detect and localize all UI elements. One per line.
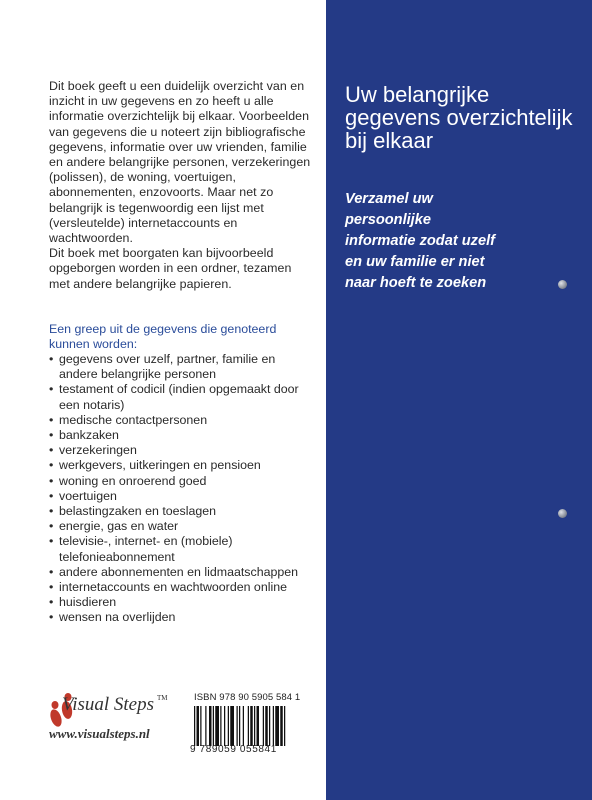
list-item: • televisie-, internet- en (mobiele) telefonieabonnement bbox=[49, 534, 311, 564]
list-item: • andere abonnementen en lidmaatschappen bbox=[49, 565, 311, 580]
barcode-bar bbox=[205, 706, 206, 746]
list-item: • testament of codicil (indien opgemaakt door een notaris) bbox=[49, 382, 311, 412]
list-item: • wensen na overlijden bbox=[49, 610, 311, 625]
barcode-bar bbox=[275, 706, 279, 746]
list-item: • gegevens over uzelf, partner, familie en andere belangrijke personen bbox=[49, 352, 311, 382]
barcode-bar bbox=[280, 706, 283, 746]
binder-hole-top bbox=[558, 280, 567, 289]
barcode-bar bbox=[257, 706, 260, 746]
list-item: • werkgevers, uitkeringen en pensioen bbox=[49, 458, 311, 473]
barcode-bar bbox=[248, 706, 249, 746]
intro-paragraph-2: Dit boek met boorgaten kan bijvoorbeeld opgeborgen worden in een ordner, tezamen met andere belangrijke papieren. bbox=[49, 246, 292, 291]
barcode-bar bbox=[265, 706, 268, 746]
list-item: • voertuigen bbox=[49, 489, 311, 504]
list-heading: Een greep uit de gegevens die genoteerd kunnen worden: bbox=[49, 322, 277, 352]
barcode-bar bbox=[200, 706, 201, 746]
list-item: • verzekeringen bbox=[49, 443, 311, 458]
list-item: • woning en onroerend goed bbox=[49, 474, 311, 489]
isbn-barcode bbox=[190, 706, 320, 746]
barcode-bar bbox=[284, 706, 285, 746]
intro-text bbox=[49, 79, 311, 292]
barcode-bar bbox=[239, 706, 240, 746]
barcode-bar bbox=[250, 706, 253, 746]
cover-tagline: Verzamel uw persoonlijke informatie zodat uzelf en uw familie er niet naar hoeft te zoeken bbox=[345, 191, 495, 291]
barcode-bar bbox=[230, 706, 234, 746]
barcode-bar bbox=[215, 706, 219, 746]
barcode-bar bbox=[269, 706, 270, 746]
barcode-bar bbox=[224, 706, 225, 746]
list-item: • energie, gas en water bbox=[49, 519, 311, 534]
barcode-bar bbox=[213, 706, 214, 746]
barcode-bar bbox=[197, 706, 200, 746]
trademark-mark: TM bbox=[157, 694, 168, 702]
list-item: • medische contactpersonen bbox=[49, 413, 311, 428]
data-list bbox=[49, 352, 311, 626]
list-item: • internetaccounts en wachtwoorden online bbox=[49, 580, 311, 595]
cover-title: Uw belangrijke gegevens overzichtelijk bij elkaar bbox=[345, 82, 573, 153]
intro-paragraph-1: Dit boek geeft u een duidelijk overzicht van en inzicht in uw gegevens en zo heeft u alle informatie overzichtelijk bij elkaar. Voorbeelden van gegevens die u noteert zijn bibliografische gegevens, informatie over uw vrienden, familie en andere belangrijke personen, verzekeringen (polissen), de woning, voertuigen, abonnementen, enzovoorts. Maar net zo belangrijk is tegenwoordig een lijst met (versleutelde) internetaccounts en wachtwoorden. bbox=[49, 79, 311, 246]
barcode-bar bbox=[263, 706, 264, 746]
list-item: • huisdieren bbox=[49, 595, 311, 610]
barcode-bar bbox=[237, 706, 238, 746]
publisher-name: Visual Steps bbox=[62, 694, 155, 715]
isbn-digits: 9 789059 055841 bbox=[190, 744, 277, 755]
list-item: • belastingzaken en toeslagen bbox=[49, 504, 311, 519]
barcode-bar bbox=[273, 706, 274, 746]
barcode-bar bbox=[220, 706, 221, 746]
isbn-label: ISBN 978 90 5905 584 1 bbox=[194, 692, 301, 703]
barcode-bar bbox=[209, 706, 212, 746]
list-item: • bankzaken bbox=[49, 428, 311, 443]
barcode-bar bbox=[194, 706, 195, 746]
barcode-bar bbox=[254, 706, 255, 746]
barcode-bar bbox=[243, 706, 244, 746]
binder-hole-bottom bbox=[558, 509, 567, 518]
barcode-bar bbox=[228, 706, 229, 746]
publisher-url[interactable]: www.visualsteps.nl bbox=[49, 726, 150, 741]
